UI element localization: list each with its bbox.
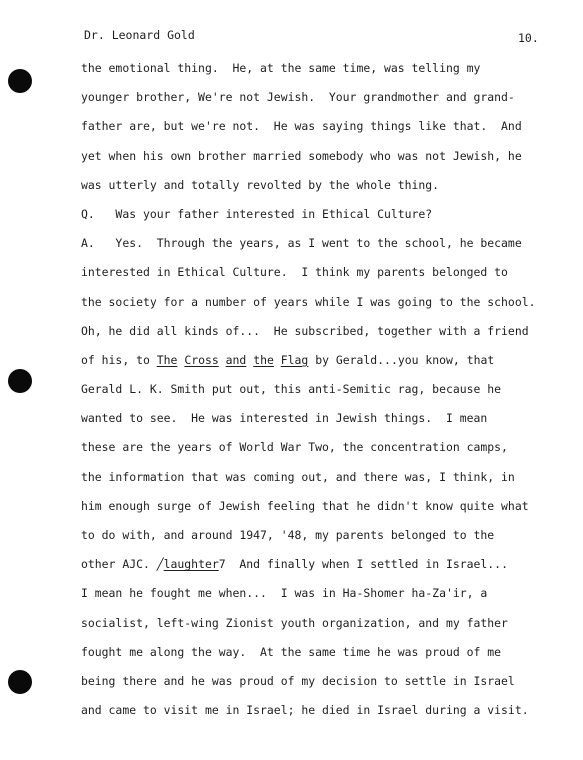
underlined-title-word: and — [225, 352, 247, 367]
punch-hole-bottom — [8, 670, 32, 694]
page-number: 10. — [518, 31, 539, 45]
text-line: the emotional thing. He, at the same time, was telling my — [81, 61, 481, 75]
punch-hole-middle — [8, 369, 32, 393]
text-line: being there and he was proud of my decision to settle in Israel — [81, 673, 515, 688]
transcript-body — [81, 58, 573, 729]
bracket-close-mark: 7 — [218, 557, 226, 572]
text-line: younger brother, We're not Jewish. Your grandmother and grand- — [81, 90, 515, 105]
text-space — [219, 353, 226, 367]
text-line: the society for a number of years while I was going to the school. — [81, 294, 536, 309]
text-line: father are, but we're not. He was saying things like that. And — [81, 119, 522, 134]
text-space — [274, 353, 281, 367]
text-line: yet when his own brother married somebody who was not Jewish, he — [81, 148, 522, 163]
text-line: these are the years of World War Two, the concentration camps, — [81, 440, 508, 455]
text-line: socialist, left-wing Zionist youth organization, and my father — [81, 615, 508, 630]
underlined-title-word: Flag — [280, 352, 309, 367]
punch-hole-top — [8, 69, 32, 93]
text-line: to do with, and around 1947, '48, my parents belonged to the — [81, 528, 495, 542]
text-segment: of his, to — [81, 352, 157, 367]
text-segment: by Gerald...you know, that — [308, 352, 495, 367]
text-line: wanted to see. He was interested in Jewish things. I mean — [81, 411, 488, 426]
answer-line: A. Yes. Through the years, as I went to the school, he became — [81, 236, 522, 251]
underlined-title-word: the — [253, 352, 274, 367]
text-line: the information that was coming out, and there was, I think, in — [81, 469, 515, 484]
question-line: Q. Was your father interested in Ethical Culture? — [81, 206, 433, 221]
text-line: I mean he fought me when... I was in Ha-Shomer ha-Za'ir, a — [81, 586, 488, 601]
underlined-title-word: Cross — [184, 352, 219, 367]
text-line: Gerald L. K. Smith put out, this anti-Semitic rag, because he — [81, 382, 502, 397]
text-line-with-title — [81, 350, 573, 379]
text-segment: other AJC. — [81, 557, 157, 572]
annotation-laughter: laughter — [163, 557, 219, 572]
text-line: and came to visit me in Israel; he died in Israel during a visit. — [81, 703, 529, 718]
bracket-open-mark — [157, 557, 164, 571]
text-line: fought me along the way. At the same time he was proud of me — [81, 644, 502, 659]
text-line: Oh, he did all kinds of... He subscribed, together with a friend — [81, 323, 529, 338]
underlined-title-word: The — [156, 352, 178, 367]
text-line-with-annotation — [81, 554, 573, 583]
text-line: was utterly and totally revolted by the whole thing. — [81, 177, 440, 192]
text-segment: And finally when I settled in Israel... — [225, 557, 508, 572]
text-line: him enough surge of Jewish feeling that he didn't know quite what — [81, 498, 529, 513]
header-interviewee-name: Dr. Leonard Gold — [84, 28, 195, 42]
text-line: interested in Ethical Culture. I think my parents belonged to — [81, 265, 508, 280]
